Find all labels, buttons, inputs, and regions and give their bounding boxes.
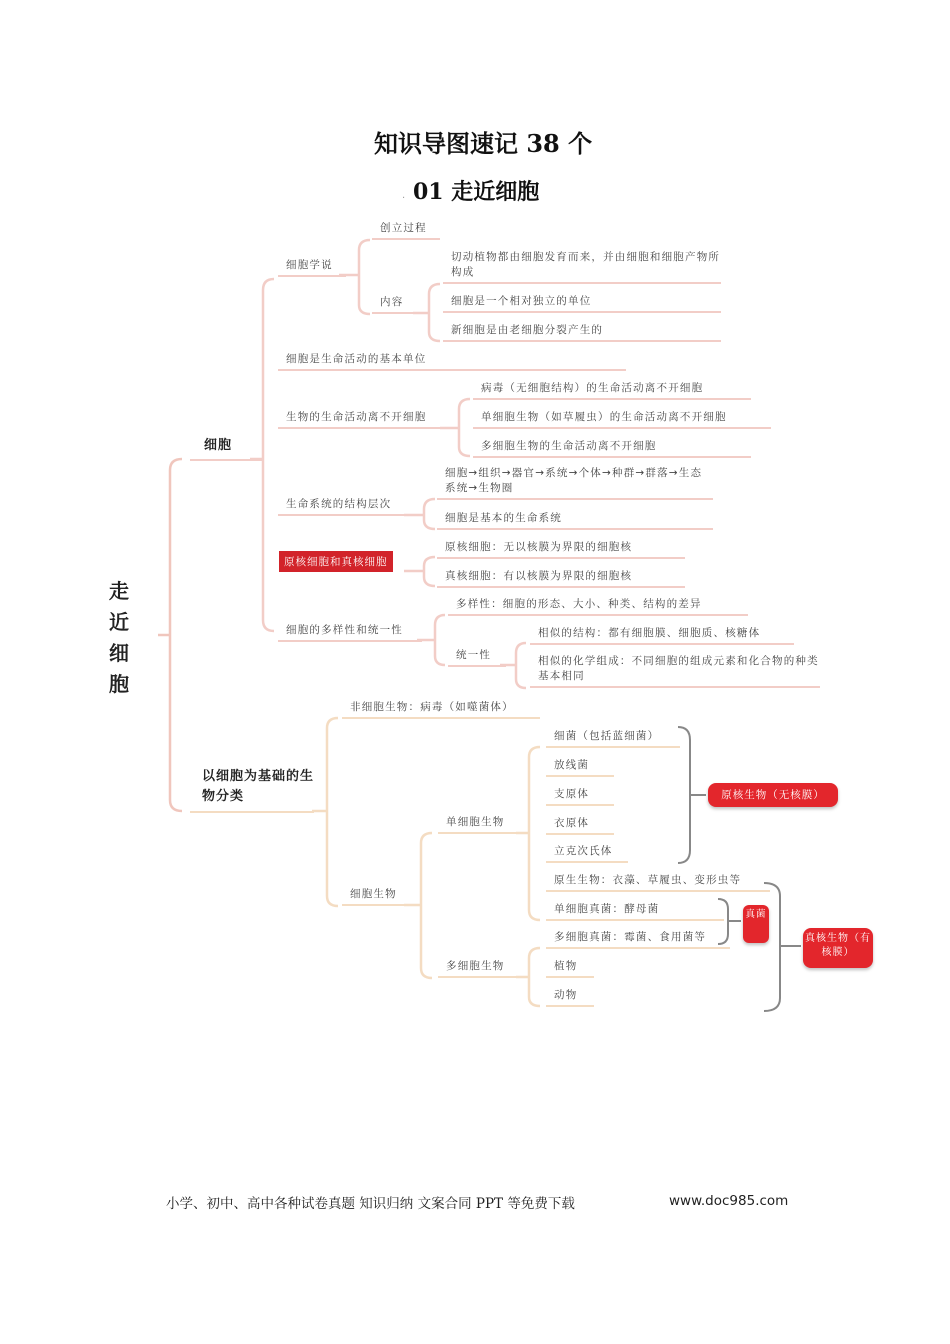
node-cell-theory xyxy=(278,258,346,277)
unity-item-2: 相似的化学组成：不同细胞的组成元素和化合物的种类基本相同 xyxy=(530,654,820,688)
levels-brace xyxy=(424,499,435,529)
node-multicellular xyxy=(438,959,522,978)
multicellular-item-animals: 动物 xyxy=(546,988,594,1007)
multicellular-item-fungi: 多细胞真菌：霉菌、食用菌等 xyxy=(546,930,730,949)
root-brace xyxy=(170,459,182,811)
diversity-brace xyxy=(435,615,445,665)
diversity-item: 多样性：细胞的形态、大小、种类、结构的差异 xyxy=(448,597,748,616)
node-inseparable xyxy=(278,410,446,429)
page-title: 知识导图速记 38 个 xyxy=(374,129,593,158)
node-diversity-label: 细胞的多样性和统一性 xyxy=(286,624,403,636)
inseparable-item-2: 单细胞生物（如草履虫）的生命活动离不开细胞 xyxy=(473,410,771,429)
node-inseparable-label: 生物的生命活动离不开细胞 xyxy=(286,411,427,423)
content-item-1: 切动植物都由细胞发育而来，并由细胞和细胞产物所构成 xyxy=(443,250,721,284)
multicellular-brace xyxy=(529,948,540,1006)
theory-brace xyxy=(359,240,370,314)
inseparable-brace xyxy=(459,399,470,456)
node-unicellular xyxy=(438,815,522,834)
node-cell-theory-label: 细胞学说 xyxy=(286,259,333,271)
footer-text: 小学、初中、高中各种试卷真题 知识归纳 文案合同 PPT 等免费下载 xyxy=(166,1196,575,1212)
proeu-item-1: 原核细胞：无以核膜为界限的细胞核 xyxy=(437,540,685,559)
node-cell xyxy=(190,434,262,461)
root-node: 走近细胞 xyxy=(109,579,129,696)
eukaryote-item-yeast: 单细胞真菌：酵母菌 xyxy=(546,902,724,921)
proeu-brace xyxy=(424,557,435,586)
multicellular-item-plants: 植物 xyxy=(546,959,594,978)
prokaryote-item-1: 细菌（包括蓝细菌） xyxy=(546,729,680,748)
node-classification-label: 以细胞为基础的生物分类 xyxy=(202,769,315,804)
node-diversity xyxy=(278,623,422,642)
cellular-brace xyxy=(421,833,432,978)
page-subtitle: 01 走近细胞 xyxy=(413,179,540,205)
node-cellular-label: 细胞生物 xyxy=(350,888,397,900)
node-theory-content xyxy=(372,295,418,314)
unity-brace xyxy=(516,643,526,688)
content-item-2: 细胞是一个相对独立的单位 xyxy=(443,294,721,313)
node-theory-content-label: 内容 xyxy=(380,296,404,308)
unity-item-1: 相似的结构：都有细胞膜、细胞质、核糖体 xyxy=(530,626,794,645)
node-non-cellular: 非细胞生物：病毒（如噬菌体） xyxy=(342,700,540,719)
node-theory-process-label: 创立过程 xyxy=(380,222,427,234)
prokaryote-item-5: 立克次氏体 xyxy=(546,844,628,863)
node-basic-unit: 细胞是生命活动的基本单位 xyxy=(278,352,626,371)
tag-fungi: 真菌 xyxy=(743,905,769,943)
levels-item-2: 细胞是基本的生命系统 xyxy=(437,511,713,530)
eukaryote-item-protist: 原生生物：衣藻、草履虫、变形虫等 xyxy=(546,873,770,892)
node-cellular xyxy=(342,887,410,906)
content-item-3: 新细胞是由老细胞分裂产生的 xyxy=(443,323,721,342)
content-brace xyxy=(429,284,440,341)
proeu-item-2: 真核细胞：有以核膜为界限的细胞核 xyxy=(437,569,685,588)
node-multicellular-label: 多细胞生物 xyxy=(446,960,505,972)
node-pro-eu: 原核细胞和真核细胞 xyxy=(279,551,393,572)
footer-url[interactable]: www.doc985.com xyxy=(669,1193,789,1209)
node-classification xyxy=(190,767,314,813)
node-theory-process xyxy=(372,221,440,240)
cell-brace xyxy=(263,279,274,631)
class-brace xyxy=(327,718,338,906)
node-unity xyxy=(448,648,506,667)
levels-item-1: 细胞→组织→器官→系统→个体→种群→群落→生态系统→生物圈 xyxy=(437,466,713,500)
prokaryote-item-4: 衣原体 xyxy=(546,816,614,835)
unicellular-brace xyxy=(529,747,540,920)
node-unity-label: 统一性 xyxy=(456,649,492,661)
inseparable-item-3: 多细胞生物的生命活动离不开细胞 xyxy=(473,439,751,458)
node-unicellular-label: 单细胞生物 xyxy=(446,816,505,828)
inseparable-item-1: 病毒（无细胞结构）的生命活动离不开细胞 xyxy=(473,381,751,400)
node-levels-label: 生命系统的结构层次 xyxy=(286,498,392,510)
prokaryote-item-2: 放线菌 xyxy=(546,758,614,777)
tag-eukaryote: 真核生物（有核膜） xyxy=(803,928,873,968)
stray-dot: . xyxy=(402,190,406,201)
node-levels xyxy=(278,497,410,516)
tag-prokaryote: 原核生物（无核膜） xyxy=(708,783,838,807)
eukaryote-brace xyxy=(764,883,780,1011)
node-cell-label: 细胞 xyxy=(204,438,233,453)
prokaryote-item-3: 支原体 xyxy=(546,787,614,806)
